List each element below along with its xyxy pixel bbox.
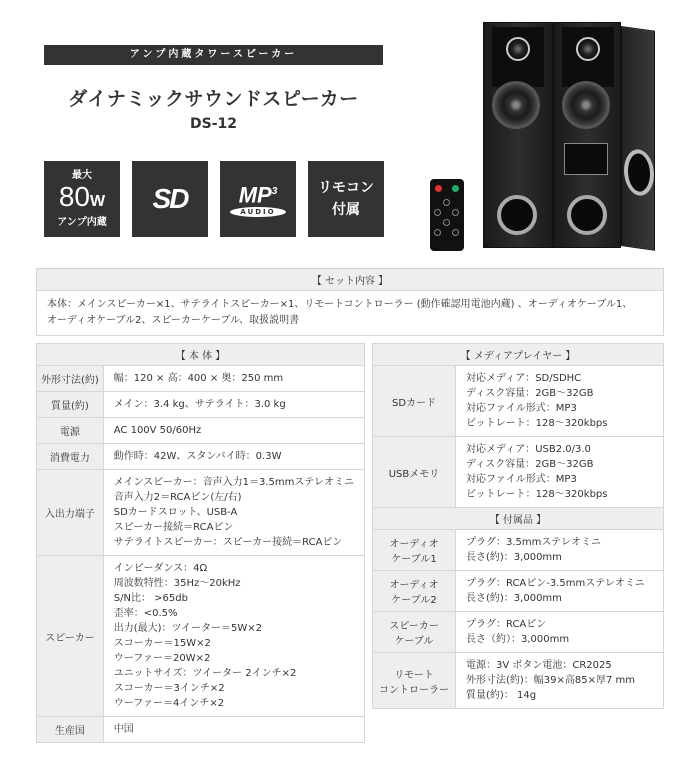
table-row: 電源 AC 100V 50/60Hz <box>37 418 365 444</box>
table-row: スピーカー インピーダンス：4Ω 周波数特性：35Hz〜20kHz S/N比： >65db 歪率：<0.5% 出力(最大)：ツイーター＝5W×2 スコーカー＝15W×2 ウーファー＝20W×2 ユニットサイズ：ツイーター 2インチ×2 スコーカー＝3インチ×2 ウーファー＝4インチ×2 <box>37 556 365 717</box>
table-row: 入出力端子 メインスピーカー：音声入力1＝3.5mmステレオミニ 音声入力2＝RCAピン(左/右) SDカードスロット、USB-A スピーカー接続＝RCAピン サテライトスピーカー：スピーカー接続＝RCAピン <box>37 470 365 556</box>
main-unit-header: 【 本 体 】 <box>37 344 365 366</box>
badge-mp3 <box>220 161 296 237</box>
table-row: 外形寸法(約) 幅：120 × 高：400 × 奥：250 mm <box>37 366 365 392</box>
media-player-spec-table <box>372 343 664 709</box>
set-contents-header: 【 セット内容 】 <box>37 269 664 291</box>
badge-80w-amp <box>44 161 120 237</box>
main-speaker-icon <box>553 22 621 248</box>
table-row: リモート コントローラー 電源：3V ボタン電池：CR2025 外形寸法(約)：幅39×高85×厚7 mm 質量(約)： 14g <box>373 653 664 709</box>
badge-remote-included: リモコン 付属 <box>308 161 384 237</box>
remote-control-icon <box>430 179 464 251</box>
product-title: ダイナミックサウンドスピーカー <box>68 88 359 110</box>
table-row: SDカード 対応メディア：SD/SDHC ディスク容量：2GB〜32GB 対応ファイル形式：MP3 ビットレート：128〜320kbps <box>373 366 664 437</box>
speaker-side-panel <box>621 26 655 251</box>
main-unit-spec-table <box>36 343 365 743</box>
table-row: スピーカー ケーブル プラグ：RCAピン 長さ（約）：3,000mm <box>373 612 664 653</box>
badge-amp-label: アンプ内蔵 <box>57 216 107 228</box>
set-contents-body: 本体：メインスピーカー×1、サテライトスピーカー×1、リモートコントローラー (動作確認用電池内蔵) 、オーディオケーブル1、 オーディオケーブル2、スピーカーケーブル、取扱説明書 <box>37 291 664 336</box>
media-player-header: 【 メディアプレイヤー 】 <box>373 344 664 366</box>
badge-max-label: 最大 <box>72 169 92 181</box>
set-contents-table <box>36 268 664 336</box>
accessories-header: 【 付属品 】 <box>373 508 664 530</box>
mp3-audio-logo-icon: $MP^3$ AUDIO <box>230 181 285 217</box>
table-row: 質量(約) メイン：3.4 kg、サテライト：3.0 kg <box>37 392 365 418</box>
satellite-speaker-icon <box>483 22 553 248</box>
model-number: DS-12 <box>190 116 237 132</box>
category-banner: アンプ内蔵タワースピーカー <box>44 45 383 65</box>
badge-sd <box>132 161 208 237</box>
badge-watt-value: 80W <box>58 180 106 212</box>
table-row: 生産国 中国 <box>37 717 365 743</box>
product-image <box>420 14 670 254</box>
table-row: オーディオ ケーブル2 プラグ：RCAピン-3.5mmステレオミニ 長さ(約)：3,000mm <box>373 571 664 612</box>
sd-logo-icon: SD <box>152 183 188 214</box>
table-row: 消費電力 動作時：42W、スタンバイ時：0.3W <box>37 444 365 470</box>
table-row: オーディオ ケーブル1 プラグ：3.5mmステレオミニ 長さ(約)：3,000mm <box>373 530 664 571</box>
display-panel <box>564 143 608 175</box>
table-row: USBメモリ 対応メディア：USB2.0/3.0 ディスク容量：2GB〜32GB 対応ファイル形式：MP3 ビットレート：128〜320kbps <box>373 437 664 508</box>
